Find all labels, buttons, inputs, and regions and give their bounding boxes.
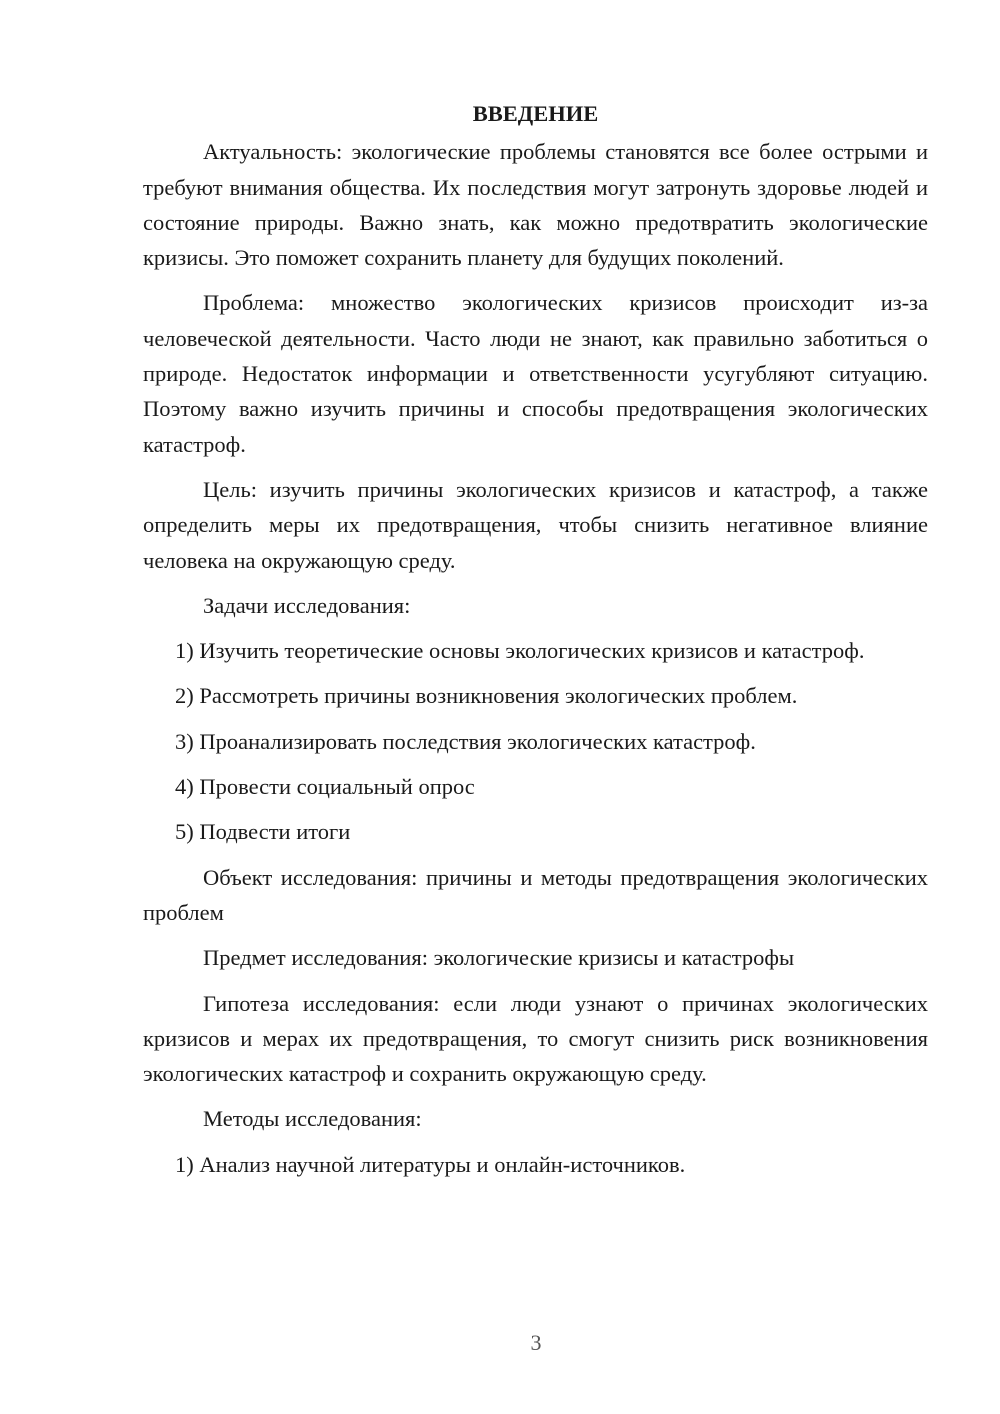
- hypothesis-paragraph: Гипотеза исследования: если люди узнают о причинах экологических кризисов и мерах их предотвращения, то смогут снизить риск возникновения экологических катастроф и сохранить окружающую среду.: [143, 990, 928, 1087]
- method-item-1: 1) Анализ научной литературы и онлайн-источников.: [175, 1151, 686, 1177]
- task-item-4: 4) Провести социальный опрос: [175, 774, 475, 800]
- problem-paragraph: Проблема: множество экологических кризисов происходит из-за человеческой деятельности. Часто люди не знают, как правильно заботиться о природе. Недостаток информации и ответственности усугубляют ситуацию. Поэтому важно изучить причины и способы предотвращения экологических катастроф.: [143, 290, 928, 457]
- goal-paragraph: Цель: изучить причины экологических кризисов и катастроф, а также определить меры их предотвращения, чтобы снизить негативное влияние человека на окружающую среду.: [143, 476, 928, 573]
- page-content: [143, 96, 928, 1192]
- tasks-heading: Задачи исследования:: [203, 592, 411, 618]
- task-item-5: 5) Подвести итоги: [175, 819, 351, 845]
- relevance-paragraph: Актуальность: экологические проблемы становятся все более острыми и требуют внимания общества. Их последствия могут затронуть здоровье людей и состояние природы. Важно знать, как можно предотвратить экологические кризисы. Это поможет сохранить планету для будущих поколений.: [143, 139, 928, 271]
- section-title: ВВЕДЕНИЕ: [472, 101, 599, 126]
- subject-paragraph: Предмет исследования: экологические кризисы и катастрофы: [203, 945, 795, 971]
- task-item-1: 1) Изучить теоретические основы экологических кризисов и катастроф.: [175, 638, 865, 664]
- task-item-2: 2) Рассмотреть причины возникновения экологических проблем.: [175, 683, 798, 709]
- task-item-3: 3) Проанализировать последствия экологических катастроф.: [175, 728, 756, 754]
- object-paragraph: Объект исследования: причины и методы предотвращения экологических проблем: [143, 864, 928, 925]
- methods-heading: Методы исследования:: [203, 1106, 422, 1132]
- page-number: 3: [530, 1330, 542, 1355]
